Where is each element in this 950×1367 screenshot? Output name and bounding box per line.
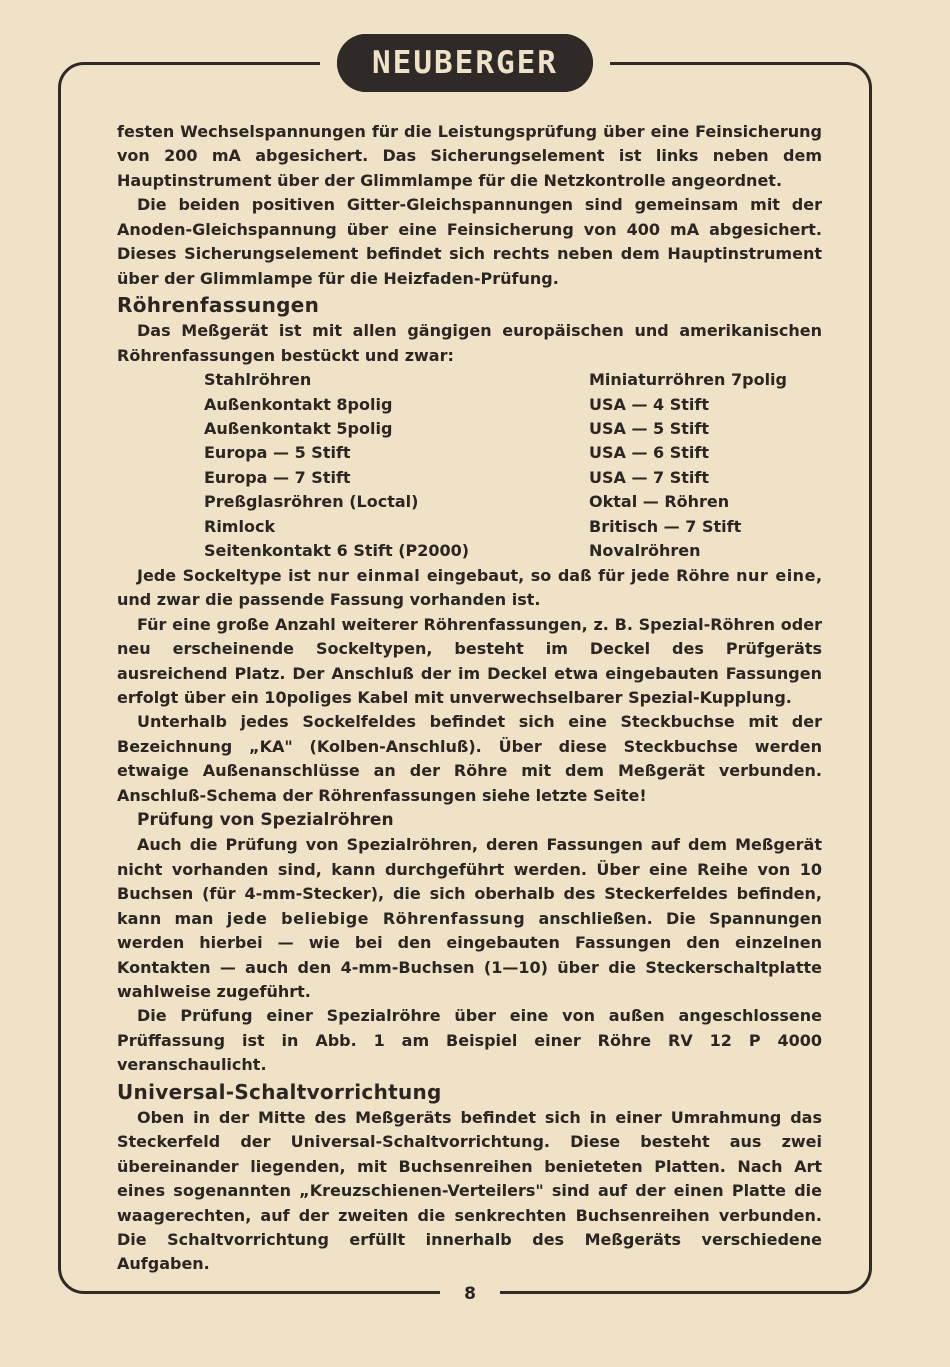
spezial-paragraph bbox=[117, 833, 822, 1004]
intro-paragraph-1: festen Wechselspannungen für die Leistungsprüfung über eine Feinsicherung von 200 mA abgesichert. Das Sicherungselement ist links neben dem Hauptinstrument über der Glimmlampe für die Netzkontrolle angeordnet. bbox=[117, 122, 822, 190]
socket-left-item: Seitenkontakt 6 Stift (P2000) bbox=[204, 541, 470, 561]
socket-right-item: USA — 6 Stift bbox=[589, 443, 710, 463]
socket-left-item: Außenkontakt 8polig bbox=[204, 394, 393, 414]
further-sockets-paragraph: Für eine große Anzahl weiterer Röhrenfassungen, z. B. Spezial-Röhren oder neu erscheinende Sockeltypen, besteht im Deckel des Prüfgeräts ausreichend Platz. Der Anschluß der im Deckel etwa eingebauten Fassungen erfolgt über ein 10poliges Kabel mit unverwechselbarer Spezial-Kupplung. bbox=[117, 614, 822, 707]
section-title-roehrenfassungen: Röhrenfassungen bbox=[117, 293, 320, 318]
socket-list bbox=[117, 368, 822, 564]
section-title-universal: Universal-Schaltvorrichtung bbox=[117, 1079, 442, 1104]
spezial-example-paragraph: Die Prüfung einer Spezialröhre über eine von außen angeschlossene Prüffassung ist in Abb. 1 am Beispiel einer Röhre RV 12 P 4000 veranschaulicht. bbox=[117, 1006, 822, 1075]
spezial-text: anschließen. Die Spannungen werden hierbei — wie bei den eingebauten Fassungen den einzelnen Kontakten — auch den 4-mm-Buchsen (1—10) über die Steckerschaltplatte wahlweise zugeführt. bbox=[117, 908, 823, 1001]
roehrenfassungen-intro: Das Meßgerät ist mit allen gängigen europäischen und amerikanischen Röhrenfassungen bestückt und zwar: bbox=[117, 321, 822, 365]
logo-area bbox=[320, 28, 610, 98]
socket-note-paragraph bbox=[117, 564, 822, 613]
socket-left-item: Stahlröhren bbox=[204, 370, 312, 390]
socket-right-item: Miniaturröhren 7polig bbox=[589, 370, 787, 390]
socket-right-item: USA — 4 Stift bbox=[589, 394, 710, 414]
universal-paragraph: Oben in der Mitte des Meßgeräts befindet sich in einer Umrahmung das Steckerfeld der Universal-Schaltvorrichtung. Diese besteht aus zwei übereinander liegenden, mit Buchsenreihen benieteten Platten. Nach Art eines sogenannten „Kreuzschienen-Verteilers" sind auf der einen Platte die waagerechten, auf der zweiten die senkrechten Buchsenreihen verbunden. Die Schaltvorrichtung erfüllt innerhalb des Meßgeräts verschiedene Aufgaben. bbox=[117, 1107, 822, 1274]
socket-note-text: , und zwar die passende Fassung vorhanden ist. bbox=[117, 565, 823, 610]
socket-note-text: Jede Sockeltype ist bbox=[137, 565, 318, 585]
socket-left-item: Preßglasröhren (Loctal) bbox=[204, 492, 419, 512]
socket-left-item: Europa — 5 Stift bbox=[204, 443, 351, 463]
socket-note-emphasis: nur einmal bbox=[317, 565, 421, 585]
socket-right-item: Britisch — 7 Stift bbox=[589, 516, 742, 536]
spezial-emphasis: jede beliebige Röhrenfassung bbox=[226, 908, 526, 928]
socket-note-text: eingebaut, so daß für jede Röhre bbox=[420, 565, 737, 585]
page-content bbox=[117, 120, 822, 1277]
ka-paragraph: Unterhalb jedes Sockelfeldes befindet sich eine Steckbuchse mit der Bezeichnung „KA" (Kolben-Anschluß). Über diese Steckbuchse werden etwaige Außenanschlüsse an der Röhre mit dem Meßgerät verbunden. Anschluß-Schema der Röhrenfassungen siehe letzte Seite! bbox=[117, 712, 822, 805]
socket-right-item: Oktal — Röhren bbox=[589, 492, 730, 512]
page-number: 8 bbox=[464, 1284, 476, 1304]
subsection-title-spezialroehren: Prüfung von Spezialröhren bbox=[137, 810, 394, 831]
spezial-text: Auch die Prüfung von Spezialröhren, deren Fassungen auf dem Meßgerät nicht vorhanden sind, kann durchgeführt werden. Über eine Reihe von 10 Buchsen (für 4-mm-Stecker), die sich oberhalb des Steckerfeldes befinden, kann man bbox=[117, 835, 822, 928]
socket-right-item: USA — 7 Stift bbox=[589, 467, 710, 487]
socket-note-emphasis: nur eine bbox=[736, 565, 816, 585]
socket-left-item: Europa — 7 Stift bbox=[204, 467, 351, 487]
page-number-area bbox=[440, 1280, 500, 1308]
socket-left-item: Außenkontakt 5polig bbox=[204, 418, 393, 438]
socket-right-item: USA — 5 Stift bbox=[589, 418, 710, 438]
neuberger-logo: NEUBERGER bbox=[337, 34, 593, 92]
socket-right-item: Novalröhren bbox=[589, 541, 701, 561]
socket-left-item: Rimlock bbox=[204, 516, 276, 536]
intro-paragraph-2: Die beiden positiven Gitter-Gleichspannungen sind gemeinsam mit der Anoden-Gleichspannung über eine Feinsicherung von 400 mA abgesichert. Dieses Sicherungselement befindet sich rechts neben dem Hauptinstrument über der Glimmlampe für die Heizfaden-Prüfung. bbox=[117, 195, 822, 288]
